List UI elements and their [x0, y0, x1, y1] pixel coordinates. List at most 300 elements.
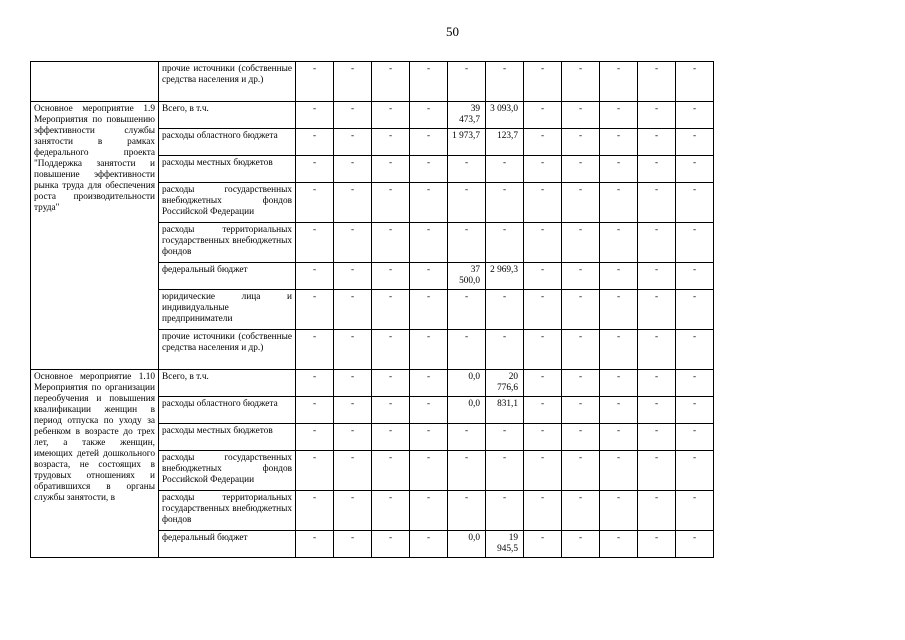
measure-cell: Основное мероприятие 1.10 Мероприятия по организации переобучения и повышения квалификации женщин в период отпуска по уходу за ребенком в возрасте до трех лет, а также женщин, имеющих детей дошкольного возраста, не состоящих в трудовых отношениях и обратившихся в органы службы занятости, в: [31, 370, 159, 558]
value-text: -: [312, 533, 317, 543]
value-text: -: [464, 158, 469, 168]
measure-cell: [31, 62, 159, 102]
value-text: -: [654, 493, 659, 503]
value-text: -: [616, 225, 621, 235]
value-text: -: [350, 426, 355, 436]
value-text: -: [692, 185, 697, 195]
value-text: 39 473,7: [459, 104, 480, 125]
value-text: -: [654, 64, 659, 74]
value-text: -: [312, 399, 317, 409]
value-cell: [296, 156, 334, 183]
value-text: -: [692, 131, 697, 141]
value-text: -: [578, 332, 583, 342]
value-cell: [600, 129, 638, 156]
value-text: -: [350, 292, 355, 302]
value-cell: [334, 330, 372, 370]
value-text: -: [426, 104, 431, 114]
value-cell: [486, 397, 524, 424]
value-text: -: [692, 426, 697, 436]
value-cell: [486, 223, 524, 263]
value-cell: [486, 62, 524, 102]
value-cell: [600, 370, 638, 397]
value-text: -: [692, 225, 697, 235]
value-cell: [676, 62, 714, 102]
value-cell: [638, 129, 676, 156]
funding-source-cell: Всего, в т.ч.: [159, 102, 296, 129]
value-cell: [372, 397, 410, 424]
value-cell: [486, 330, 524, 370]
value-cell: [486, 290, 524, 330]
value-cell: [448, 451, 486, 491]
value-cell: [486, 451, 524, 491]
value-text: -: [578, 493, 583, 503]
value-text: -: [616, 332, 621, 342]
value-text: -: [692, 292, 697, 302]
value-cell: [410, 129, 448, 156]
value-text: -: [616, 104, 621, 114]
value-cell: [638, 370, 676, 397]
value-text: -: [312, 265, 317, 275]
value-cell: [296, 223, 334, 263]
value-text: -: [388, 493, 393, 503]
value-cell: [372, 424, 410, 451]
value-text: -: [692, 104, 697, 114]
value-text: -: [312, 453, 317, 463]
value-cell: [562, 451, 600, 491]
value-cell: [410, 62, 448, 102]
value-cell: [562, 156, 600, 183]
value-text: 0,0: [468, 533, 480, 543]
value-text: -: [578, 533, 583, 543]
value-cell: [676, 397, 714, 424]
value-text: -: [464, 426, 469, 436]
value-cell: [448, 370, 486, 397]
value-text: -: [654, 225, 659, 235]
value-text: -: [350, 372, 355, 382]
value-cell: [562, 397, 600, 424]
value-cell: [410, 183, 448, 223]
value-cell: [676, 290, 714, 330]
value-cell: [524, 397, 562, 424]
value-text: -: [388, 185, 393, 195]
value-text: -: [350, 131, 355, 141]
value-cell: [600, 290, 638, 330]
value-cell: [410, 263, 448, 290]
value-text: -: [388, 292, 393, 302]
value-cell: [372, 531, 410, 558]
value-cell: [638, 156, 676, 183]
value-cell: [372, 183, 410, 223]
value-cell: [448, 183, 486, 223]
value-cell: [372, 370, 410, 397]
value-cell: [372, 156, 410, 183]
value-cell: [410, 397, 448, 424]
value-text: -: [350, 332, 355, 342]
table-body: [31, 62, 714, 558]
value-text: -: [578, 185, 583, 195]
value-cell: [638, 183, 676, 223]
value-cell: [296, 491, 334, 531]
value-text: -: [312, 372, 317, 382]
value-text: -: [426, 533, 431, 543]
value-text: 831,1: [497, 399, 518, 409]
value-text: -: [426, 131, 431, 141]
value-text: 123,7: [497, 131, 518, 141]
value-text: -: [540, 185, 545, 195]
funding-source-cell: расходы местных бюджетов: [159, 156, 296, 183]
page-number: 50: [446, 24, 459, 39]
value-text: -: [540, 493, 545, 503]
value-cell: [562, 129, 600, 156]
value-text: -: [350, 493, 355, 503]
value-cell: [638, 223, 676, 263]
value-text: -: [654, 332, 659, 342]
value-text: -: [312, 64, 317, 74]
value-text: -: [616, 185, 621, 195]
value-cell: [334, 290, 372, 330]
funding-source-cell: расходы государственных внебюджетных фондов Российской Федерации: [159, 451, 296, 491]
value-text: -: [426, 453, 431, 463]
value-text: -: [540, 64, 545, 74]
value-cell: [562, 531, 600, 558]
value-cell: [562, 330, 600, 370]
value-cell: [448, 263, 486, 290]
value-text: -: [464, 493, 469, 503]
funding-source-cell: расходы областного бюджета: [159, 397, 296, 424]
value-cell: [676, 223, 714, 263]
value-text: -: [502, 426, 507, 436]
value-cell: [448, 156, 486, 183]
value-cell: [334, 397, 372, 424]
value-text: -: [692, 158, 697, 168]
value-cell: [524, 424, 562, 451]
funding-source-cell: расходы государственных внебюджетных фондов Российской Федерации: [159, 183, 296, 223]
value-text: -: [654, 533, 659, 543]
value-text: -: [312, 292, 317, 302]
value-cell: [334, 370, 372, 397]
value-text: -: [654, 399, 659, 409]
value-cell: [600, 102, 638, 129]
value-cell: [334, 156, 372, 183]
value-text: -: [502, 292, 507, 302]
value-text: -: [540, 426, 545, 436]
value-cell: [600, 183, 638, 223]
value-text: -: [426, 399, 431, 409]
value-cell: [410, 223, 448, 263]
value-text: -: [426, 292, 431, 302]
value-cell: [448, 330, 486, 370]
value-cell: [562, 491, 600, 531]
value-cell: [334, 263, 372, 290]
value-text: -: [464, 225, 469, 235]
value-text: -: [350, 185, 355, 195]
value-text: -: [654, 265, 659, 275]
value-cell: [600, 223, 638, 263]
value-cell: [296, 62, 334, 102]
value-text: -: [578, 426, 583, 436]
value-cell: [524, 263, 562, 290]
value-text: 0,0: [468, 372, 480, 382]
value-cell: [600, 424, 638, 451]
value-cell: [676, 129, 714, 156]
value-text: -: [388, 332, 393, 342]
value-text: -: [388, 131, 393, 141]
value-text: -: [312, 131, 317, 141]
value-cell: [638, 424, 676, 451]
value-cell: [372, 129, 410, 156]
value-cell: [524, 129, 562, 156]
table-row: [31, 102, 714, 129]
value-text: -: [502, 185, 507, 195]
value-text: -: [540, 131, 545, 141]
value-cell: [448, 424, 486, 451]
value-text: -: [388, 64, 393, 74]
value-cell: [448, 102, 486, 129]
value-text: -: [350, 399, 355, 409]
funding-source-cell: расходы территориальных государственных внебюджетных фондов: [159, 223, 296, 263]
value-cell: [486, 531, 524, 558]
value-text: -: [464, 185, 469, 195]
value-text: -: [502, 158, 507, 168]
funding-source-cell: расходы местных бюджетов: [159, 424, 296, 451]
value-text: -: [578, 158, 583, 168]
value-cell: [676, 156, 714, 183]
value-cell: [562, 424, 600, 451]
value-cell: [676, 102, 714, 129]
value-cell: [638, 102, 676, 129]
value-cell: [372, 451, 410, 491]
value-cell: [410, 424, 448, 451]
value-text: -: [654, 426, 659, 436]
value-text: -: [426, 426, 431, 436]
value-cell: [448, 290, 486, 330]
value-cell: [524, 223, 562, 263]
value-cell: [334, 451, 372, 491]
value-text: -: [464, 64, 469, 74]
value-cell: [334, 223, 372, 263]
value-text: -: [312, 104, 317, 114]
value-cell: [600, 330, 638, 370]
value-cell: [410, 102, 448, 129]
value-cell: [410, 491, 448, 531]
value-text: -: [578, 131, 583, 141]
value-cell: [676, 491, 714, 531]
value-text: -: [654, 158, 659, 168]
value-cell: [524, 491, 562, 531]
value-cell: [372, 491, 410, 531]
value-cell: [524, 330, 562, 370]
funding-source-cell: Всего, в т.ч.: [159, 370, 296, 397]
value-cell: [600, 263, 638, 290]
funding-source-cell: расходы областного бюджета: [159, 129, 296, 156]
value-cell: [334, 129, 372, 156]
value-cell: [296, 290, 334, 330]
table-row: [31, 370, 714, 397]
value-text: -: [426, 158, 431, 168]
value-text: -: [540, 292, 545, 302]
value-text: -: [350, 158, 355, 168]
value-text: -: [578, 399, 583, 409]
value-cell: [638, 290, 676, 330]
value-text: -: [692, 453, 697, 463]
value-cell: [562, 370, 600, 397]
table-row: [31, 62, 714, 102]
value-cell: [562, 223, 600, 263]
value-text: -: [692, 64, 697, 74]
value-text: -: [616, 265, 621, 275]
value-text: -: [502, 225, 507, 235]
value-text: -: [388, 399, 393, 409]
value-cell: [448, 397, 486, 424]
value-text: -: [426, 185, 431, 195]
value-cell: [410, 330, 448, 370]
value-text: -: [388, 225, 393, 235]
value-text: -: [540, 104, 545, 114]
value-cell: [638, 397, 676, 424]
value-cell: [372, 263, 410, 290]
value-cell: [600, 156, 638, 183]
value-text: -: [616, 493, 621, 503]
value-cell: [676, 370, 714, 397]
value-text: 2 969,3: [490, 265, 518, 275]
value-text: -: [502, 332, 507, 342]
funding-source-cell: прочие источники (собственные средства населения и др.): [159, 62, 296, 102]
value-text: -: [540, 332, 545, 342]
value-cell: [676, 263, 714, 290]
value-cell: [486, 424, 524, 451]
value-text: -: [616, 64, 621, 74]
value-cell: [296, 330, 334, 370]
value-text: -: [654, 292, 659, 302]
value-text: -: [426, 64, 431, 74]
value-text: -: [540, 225, 545, 235]
value-text: -: [578, 104, 583, 114]
value-cell: [334, 102, 372, 129]
value-cell: [524, 156, 562, 183]
value-cell: [296, 263, 334, 290]
value-cell: [562, 62, 600, 102]
value-cell: [296, 397, 334, 424]
value-text: -: [426, 372, 431, 382]
value-text: -: [654, 372, 659, 382]
value-cell: [638, 531, 676, 558]
value-cell: [486, 491, 524, 531]
measure-cell: Основное мероприятие 1.9 Мероприятия по повышению эффективности службы занятости в рамках федерального проекта "Поддержка занятости и повышение эффективности рынка труда для обеспечения роста производительности труда": [31, 102, 159, 370]
value-text: -: [350, 453, 355, 463]
value-text: 19 945,5: [497, 533, 518, 554]
funding-source-cell: прочие источники (собственные средства населения и др.): [159, 330, 296, 370]
value-text: -: [692, 493, 697, 503]
value-text: -: [388, 158, 393, 168]
value-text: -: [578, 64, 583, 74]
value-cell: [448, 223, 486, 263]
value-cell: [676, 330, 714, 370]
value-text: -: [692, 533, 697, 543]
value-cell: [334, 62, 372, 102]
value-text: -: [654, 185, 659, 195]
value-text: -: [388, 453, 393, 463]
value-cell: [638, 62, 676, 102]
value-cell: [448, 129, 486, 156]
value-text: -: [692, 399, 697, 409]
value-cell: [562, 183, 600, 223]
value-cell: [410, 370, 448, 397]
value-cell: [296, 183, 334, 223]
value-text: -: [350, 225, 355, 235]
value-text: -: [692, 332, 697, 342]
value-cell: [410, 156, 448, 183]
value-text: -: [540, 372, 545, 382]
value-cell: [296, 531, 334, 558]
value-cell: [372, 330, 410, 370]
value-text: -: [616, 533, 621, 543]
value-text: -: [426, 225, 431, 235]
value-cell: [486, 183, 524, 223]
value-text: -: [616, 426, 621, 436]
value-text: -: [350, 64, 355, 74]
value-text: -: [312, 225, 317, 235]
value-text: -: [540, 453, 545, 463]
value-cell: [486, 102, 524, 129]
value-text: -: [540, 265, 545, 275]
value-text: -: [388, 372, 393, 382]
value-text: 0,0: [468, 399, 480, 409]
value-text: -: [388, 265, 393, 275]
value-cell: [372, 290, 410, 330]
value-cell: [372, 62, 410, 102]
value-cell: [524, 290, 562, 330]
value-text: -: [578, 265, 583, 275]
value-text: 37 500,0: [459, 265, 480, 286]
value-cell: [372, 223, 410, 263]
value-cell: [600, 451, 638, 491]
value-text: -: [350, 533, 355, 543]
value-text: -: [616, 158, 621, 168]
value-cell: [448, 491, 486, 531]
value-cell: [486, 156, 524, 183]
value-cell: [638, 491, 676, 531]
value-text: -: [540, 399, 545, 409]
value-cell: [600, 491, 638, 531]
value-text: -: [616, 372, 621, 382]
value-text: -: [426, 332, 431, 342]
value-cell: [600, 62, 638, 102]
value-text: 20 776,6: [497, 372, 518, 393]
value-text: 1 973,7: [452, 131, 480, 141]
value-cell: [562, 102, 600, 129]
value-text: -: [654, 453, 659, 463]
value-text: -: [388, 104, 393, 114]
value-cell: [334, 491, 372, 531]
value-cell: [334, 183, 372, 223]
value-cell: [334, 531, 372, 558]
value-text: -: [350, 104, 355, 114]
value-cell: [410, 290, 448, 330]
value-text: -: [388, 533, 393, 543]
value-cell: [296, 451, 334, 491]
value-text: -: [578, 225, 583, 235]
funding-source-cell: федеральный бюджет: [159, 531, 296, 558]
value-cell: [448, 531, 486, 558]
value-text: -: [464, 453, 469, 463]
value-text: -: [540, 533, 545, 543]
value-text: -: [616, 292, 621, 302]
value-text: -: [464, 332, 469, 342]
value-text: -: [654, 131, 659, 141]
funding-source-cell: юридические лица и индивидуальные предприниматели: [159, 290, 296, 330]
value-cell: [296, 370, 334, 397]
value-cell: [372, 102, 410, 129]
